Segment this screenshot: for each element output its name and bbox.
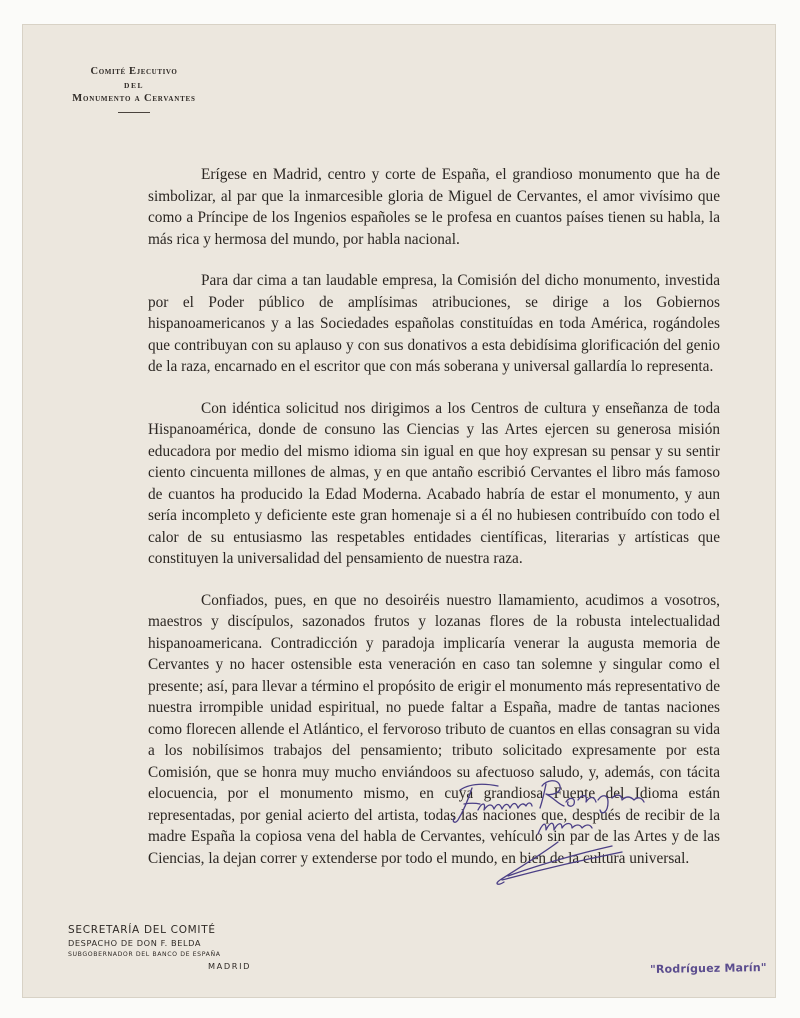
signature-text: Francisco Rodríguez Marín xyxy=(547,885,575,887)
letterhead-line-3: Monumento a Cervantes xyxy=(72,93,196,104)
letterhead xyxy=(22,66,232,113)
letterhead-rule xyxy=(118,112,150,113)
paragraph-4: Confiados, pues, en que no desoiréis nuestro llamamiento, acudimos a vosotros, maestros y discípulos, sazonados frutos y lozanas flores de la robusta intelectualidad hispanoamericana. Contradicción y paradoja implicaría venerar la augusta memoria de Cervantes y no hacer ostensible esta veneración en caso tan solemne y singular como el presente; así, para llevar a término el propósito de erigir el monumento más representativo de nuestra irrompible unidad espiritual, no puede faltar a España, madre de tantas naciones como florecen allende el Atlántico, el fervoroso tributo de cuantos en ellas consagran su vida a los nobilísimos trabajos del pensamiento; tributo solicitado expresamente por esta Comisión, que se honra muy mucho enviándoos su afectuoso saludo, y, además, con tácita elocuencia, por el monumento mismo, en cuya grandiosa Fuente del Idioma están representadas, por genial acierto del artista, todas las naciones que, después de recibir de la madre España la copiosa vena del habla de Cervantes, vehículo sin par de las Artes y de las Ciencias, la dejan correr y extenderse por todo el mundo, en bien de la cultura universal. xyxy=(148,591,720,867)
paragraph-3: Con idéntica solicitud nos dirigimos a los Centros de cultura y enseñanza de toda Hispanoamérica, donde de consuno las Ciencias y las Artes ejercen su generosa misión educadora por medio del mismo idioma sin igual en que hoy expresan su pensar y su sentir ciento cincuenta millones de almas, y en que antaño escribió Cervantes el libro más famoso de cuantos ha producido la Edad Moderna. Acabado habría de estar el monumento, y aun sería incompleto y deficiente este gran homenaje si a él no hubiesen contribuído con todo el calor de su entusiasmo las respetables entidades científicas, literarias y artísticas que constituyen la universalidad del pensamiento de nuestra raza. xyxy=(148,399,720,567)
letterhead-line-2: DEL xyxy=(124,81,144,90)
letter-body xyxy=(148,164,720,869)
paragraph-1: Erígese en Madrid, centro y corte de España, el grandioso monumento que ha de simbolizar, al par que la inmarcesible gloria de Miguel de Cervantes, el amor vivísimo que como a Príncipe de los Ingenios españoles se le profesa en cuantos países tienen su habla, la más rica y hermosa del mundo, por habla nacional. xyxy=(148,166,720,248)
footer-address xyxy=(68,924,273,971)
footer-line-2: DESPACHO DE DON F. BELDA xyxy=(68,938,202,948)
ink-stamp: "Rodríguez Marín" xyxy=(649,960,767,977)
paragraph-2: Para dar cima a tan laudable empresa, la Comisión del dicho monumento, investida por el Poder público de amplísimas atribuciones, se dirige a los Gobiernos hispanoamericanos y a las Sociedades españolas constituídas en toda América, rogándoles que contribuyan con su aplauso y con sus donativos a esta debidísima glorificación del genio de la raza, encarnado en el escritor que con más soberana y universal gallardía lo representa. xyxy=(148,272,720,375)
footer-line-3: SUBGOBERNADOR DEL BANCO DE ESPAÑA xyxy=(68,951,221,958)
letter-sheet xyxy=(22,24,776,998)
footer-line-1: SECRETARÍA DEL COMITÉ xyxy=(68,924,216,936)
letterhead-line-1: Comité Ejecutivo xyxy=(90,66,178,77)
footer-line-4: MADRID xyxy=(208,961,251,971)
handwritten-signature xyxy=(442,776,652,888)
